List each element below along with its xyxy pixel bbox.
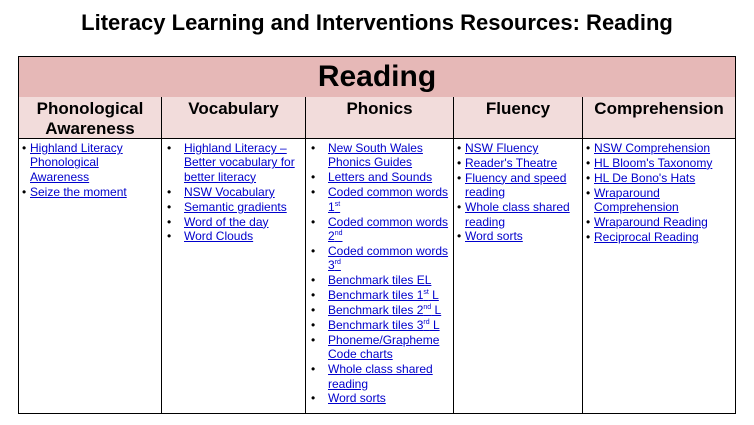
resource-link[interactable]: HL De Bono's Hats	[594, 170, 696, 185]
bullet-icon: •	[167, 141, 172, 155]
bullet-icon: •	[586, 141, 591, 155]
link-list	[306, 139, 453, 406]
list-item	[309, 288, 450, 302]
resource-link[interactable]: Reciprocal Reading	[594, 229, 699, 244]
resource-link[interactable]: Coded common words 3rd	[328, 243, 449, 273]
bullet-icon: •	[167, 184, 172, 199]
resource-link[interactable]: HL Bloom's Taxonomy	[594, 155, 713, 170]
page-title: Literacy Learning and Interventions Resources: Reading	[81, 10, 673, 35]
list-item	[309, 303, 450, 317]
bullet-icon: •	[311, 302, 316, 317]
list-item	[586, 171, 732, 185]
bullet-icon: •	[457, 155, 462, 170]
resource-link[interactable]: NSW Comprehension	[594, 141, 711, 155]
resource-link[interactable]: Whole class shared reading	[465, 200, 570, 229]
list-item	[457, 200, 579, 229]
bullet-icon: •	[22, 184, 27, 199]
list-item	[457, 229, 579, 243]
resource-link[interactable]: Wraparound Reading	[594, 215, 708, 230]
resource-link[interactable]: Benchmark tiles 2nd L	[328, 302, 442, 317]
resource-link[interactable]: Reader's Theatre	[465, 155, 558, 170]
list-item	[586, 156, 732, 170]
bullet-icon: •	[586, 170, 591, 185]
bullet-icon: •	[22, 141, 27, 155]
list-item	[309, 185, 450, 214]
list-item	[586, 230, 732, 244]
bullet-icon: •	[457, 229, 462, 244]
column-comprehension	[583, 97, 735, 413]
resource-link[interactable]: Benchmark tiles EL	[328, 273, 432, 288]
list-item	[309, 215, 450, 244]
link-list	[162, 139, 305, 244]
list-item	[457, 156, 579, 170]
reading-banner: Reading	[19, 57, 735, 98]
link-list	[19, 139, 161, 199]
bullet-icon: •	[311, 317, 316, 332]
bullet-icon: •	[311, 243, 316, 258]
list-item	[586, 141, 732, 155]
column-heading: Comprehension	[583, 97, 735, 139]
list-item	[165, 200, 302, 214]
list-item	[22, 141, 158, 184]
bullet-icon: •	[457, 170, 462, 185]
resource-link[interactable]: Highland Literacy – Better vocabulary for better literacy	[184, 141, 295, 184]
resource-link[interactable]: Word Clouds	[184, 229, 254, 244]
bullet-icon: •	[586, 215, 591, 230]
resource-link[interactable]: Wraparound Comprehension	[594, 185, 679, 215]
ordinal-suffix: nd	[423, 303, 432, 311]
list-item	[22, 185, 158, 199]
bullet-icon: •	[586, 185, 591, 200]
column-heading: Vocabulary	[162, 97, 305, 139]
bullet-icon: •	[311, 170, 316, 185]
bullet-icon: •	[311, 332, 316, 347]
link-suffix: L	[428, 288, 439, 303]
resource-link[interactable]: Benchmark tiles 3rd L	[328, 317, 440, 332]
ordinal-suffix: nd	[334, 229, 343, 237]
link-list	[583, 139, 735, 244]
bullet-icon: •	[167, 214, 172, 229]
bullet-icon: •	[167, 229, 172, 244]
bullet-icon: •	[311, 141, 316, 155]
resource-link[interactable]: Phoneme/Grapheme Code charts	[328, 332, 440, 362]
list-item	[309, 318, 450, 332]
list-item	[586, 215, 732, 229]
resource-link[interactable]: Coded common words 2nd	[328, 214, 449, 243]
resource-link[interactable]: Whole class shared reading	[328, 362, 433, 391]
list-item	[457, 171, 579, 200]
resource-link[interactable]: Fluency and speed reading	[465, 170, 567, 200]
list-item	[309, 141, 450, 170]
link-suffix: L	[429, 317, 440, 332]
list-item	[165, 215, 302, 229]
bullet-icon: •	[586, 155, 591, 170]
resource-link[interactable]: Highland Literacy Phonological Awareness	[30, 141, 123, 184]
list-item	[309, 244, 450, 273]
resource-link[interactable]: NSW Fluency	[465, 141, 539, 155]
resource-link[interactable]: Semantic gradients	[184, 199, 287, 214]
bullet-icon: •	[457, 200, 462, 215]
resource-link[interactable]: NSW Vocabulary	[184, 184, 275, 199]
resource-link[interactable]: Letters and Sounds	[328, 170, 433, 185]
bullet-icon: •	[311, 185, 316, 200]
bullet-icon: •	[311, 362, 316, 377]
column-phonics	[306, 97, 454, 413]
column-vocabulary	[162, 97, 306, 413]
bullet-icon: •	[311, 214, 316, 229]
list-item	[309, 362, 450, 391]
resource-link[interactable]: New South Wales Phonics Guides	[328, 141, 423, 170]
resource-link[interactable]: Benchmark tiles 1st L	[328, 288, 439, 303]
list-item	[165, 229, 302, 243]
resource-link[interactable]: Word sorts	[328, 391, 386, 406]
bullet-icon: •	[586, 229, 591, 244]
column-heading: Phonics	[306, 97, 453, 139]
link-list	[454, 139, 582, 244]
list-item	[165, 185, 302, 199]
list-item	[309, 391, 450, 405]
list-item	[309, 170, 450, 184]
ordinal-suffix: rd	[423, 318, 430, 326]
bullet-icon: •	[311, 288, 316, 303]
list-item	[309, 273, 450, 287]
list-item	[309, 333, 450, 362]
resource-link[interactable]: Seize the moment	[30, 184, 127, 199]
list-item	[457, 141, 579, 155]
resource-link[interactable]: Word of the day	[184, 214, 269, 229]
resource-link[interactable]: Word sorts	[465, 229, 523, 244]
column-fluency	[454, 97, 583, 413]
bullet-icon: •	[167, 199, 172, 214]
list-item	[165, 141, 302, 184]
ordinal-suffix: st	[334, 200, 341, 208]
ordinal-suffix: st	[423, 289, 429, 297]
resources-table	[18, 56, 736, 414]
bullet-icon: •	[457, 141, 462, 155]
column-heading: Fluency	[454, 97, 582, 139]
bullet-icon: •	[311, 273, 316, 288]
column-phonological-awareness	[19, 97, 162, 413]
ordinal-suffix: rd	[334, 259, 341, 267]
column-heading: Phonological Awareness	[19, 97, 161, 139]
link-suffix: L	[431, 302, 442, 317]
bullet-icon: •	[311, 391, 316, 406]
resource-link[interactable]: Coded common words 1st	[328, 185, 449, 214]
list-item	[586, 186, 732, 215]
